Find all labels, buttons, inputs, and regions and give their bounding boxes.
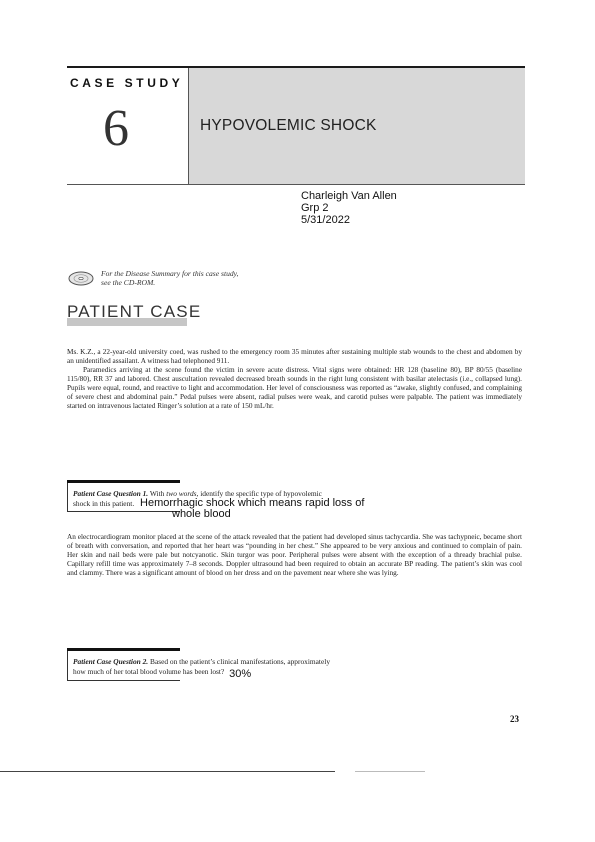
question-emphasis: two words	[166, 489, 197, 498]
footer-rule	[0, 771, 335, 772]
question-text: Based on the patient’s clinical manifestations, approximately	[150, 657, 331, 666]
case-number: 6	[103, 100, 129, 157]
question-2-rule	[67, 648, 180, 651]
page-number: 23	[510, 714, 519, 724]
question-2-side	[67, 651, 68, 681]
question-2-bottom	[67, 680, 180, 681]
question-text: shock in this patient.	[73, 499, 135, 509]
case-study-label: CASE STUDY	[70, 76, 184, 90]
paragraph: Ms. K.Z., a 22-year-old university coed, was rushed to the emergency room 35 minutes after sustaining multiple stab wounds to the chest and abdomen by an unidentified assailant. A witness had telephoned 911.	[67, 348, 522, 366]
cd-note-line-2: see the CD-ROM.	[101, 278, 156, 287]
answer-2: 30%	[229, 668, 252, 681]
question-2	[73, 657, 423, 681]
question-1	[73, 489, 423, 519]
header-bottom-rule	[67, 184, 525, 185]
question-1-rule	[67, 480, 180, 483]
answer-1-continued: whole blood	[172, 508, 231, 521]
author-name: Charleigh Van Allen	[301, 190, 397, 202]
question-text: With	[149, 489, 165, 498]
question-2-label: Patient Case Question 2.	[73, 657, 149, 666]
author-block	[301, 190, 397, 226]
patient-case-paragraph-2: An electrocardiogram monitor placed at the scene of the attack revealed that the patient had developed sinus tachycardia. She was tachypneic, became short of breath with conversation, and reported that her heart was “pounding in her chest.” She appeared to be very anxious and continued to complain of pain. Her skin and nail beds were pale but notcyanotic. Skin turgor was poor. Peripheral pulses were absent with the exception of a thready brachial pulse. Capillary refill time was approximately 7–8 seconds. Doppler ultrasound had been required to obtain an accurate BP reading. The patient’s skin was cool and clammy. There was a significant amount of blood on her dress and on the pavement near where she was lying.	[67, 533, 522, 578]
answer-1: Hemorrhagic shock which means rapid loss of	[140, 497, 365, 510]
footer-rule-faint	[355, 771, 425, 772]
patient-case-intro	[67, 348, 522, 411]
question-text: , identify the specific type of hypovolemic	[196, 489, 322, 498]
section-heading: PATIENT CASE	[67, 302, 202, 321]
cd-rom-note	[101, 269, 239, 287]
question-1-side	[67, 483, 68, 512]
cd-note-line-1: For the Disease Summary for this case study,	[101, 269, 239, 278]
question-1-label: Patient Case Question 1.	[73, 489, 149, 498]
author-group: Grp 2	[301, 202, 329, 214]
cd-rom-icon	[68, 271, 94, 286]
paragraph: Paramedics arriving at the scene found the victim in severe acute distress. Vital signs were obtained: HR 128 (baseline 80), BP 80/55 (baseline 115/80), RR 37 and labored. Chest auscultation revealed decreased breath sounds in the right lung consistent with basilar atelectasis (i.e., collapsed lung). Pupils were equal, round, and reactive to light and accommodation. Her level of consciousness was reported as “awake, slightly confused, and complaining of severe chest and abdominal pain.” Pedal pulses were absent, radial pulses were weak, and carotid pulses were palpable. The patient was immediately started on intravenous lactated Ringer’s solution at a rate of 150 mL/hr.	[67, 366, 522, 411]
question-text: how much of her total blood volume has been lost?	[73, 667, 225, 677]
case-title: HYPOVOLEMIC SHOCK	[200, 117, 377, 134]
author-date: 5/31/2022	[301, 214, 350, 226]
